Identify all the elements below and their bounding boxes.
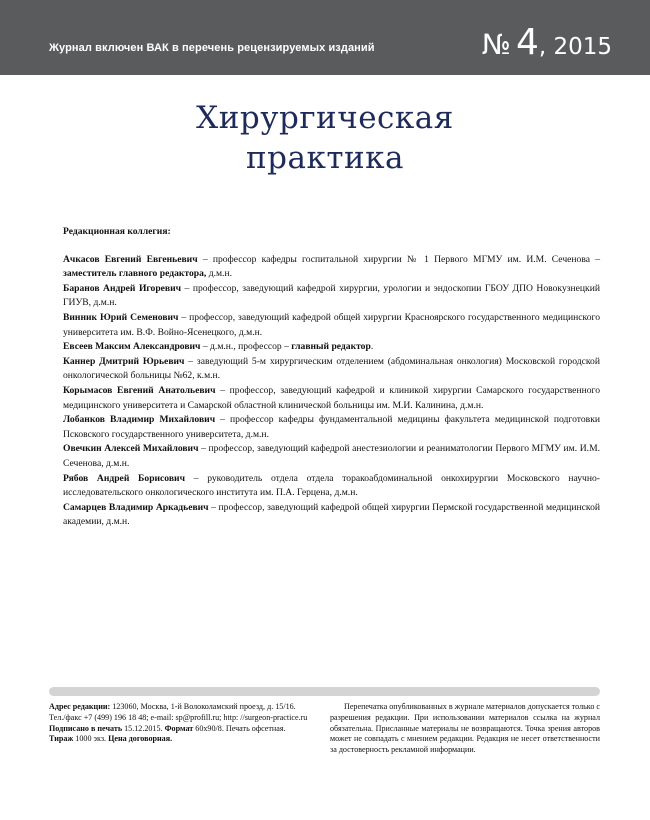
member-text: – профессор, заведующий кафедрой хирургии, урологии и эндоскопии ГБОУ ДПО Новокузнецкий ГИУВ, д.м.н. [63, 282, 600, 309]
member-text: – профессор, заведующий кафедрой общей хирургии Красноярского государственного медицинского университета им. В.Ф. Войно-Ясенецкого, д.м.н. [63, 311, 600, 338]
issue-year: , 2015 [538, 34, 612, 60]
imprint [49, 702, 311, 745]
circulation-text: 1000 экз. [73, 734, 109, 744]
member-name: Евсеев Максим Александрович [63, 341, 201, 353]
disclaimer: Перепечатка опубликованных в журнале материалов допускается только с разрешения редакции. При использовании материалов ссылка на журнал обязательна. Присланные материалы не возвращаются. Точка зрения авторов может не совпадать с мнением редакции. Редакция не несет ответственности за достоверность рекламной информации. [330, 702, 600, 755]
board-member [63, 311, 600, 340]
circulation-label: Тираж [49, 734, 74, 744]
member-tail: д.м.н. [206, 268, 232, 280]
member-text: – профессор, заведующий кафедрой и клиникой хирургии Самарского государственного медицинского университета и Самарской областной клинической больницы им. М.И. Калинина, д.м.н. [63, 384, 600, 411]
header-bar [0, 0, 650, 75]
address-label: Адрес редакции: [49, 702, 111, 711]
board-member [63, 413, 600, 442]
member-name: Винник Юрий Семенович [63, 311, 179, 323]
member-text: – профессор кафедры госпитальной хирургии № 1 Первого МГМУ им. И.М. Сеченова – [197, 253, 601, 265]
print-date: 15.12.2015. [122, 723, 165, 733]
board-member [63, 442, 600, 471]
format-label: Формат [164, 723, 194, 733]
member-text: – заведующий 5-м хирургическим отделением (абдоминальная онкология) Московской городской онкологической больницы №62, к.м.н. [63, 355, 600, 382]
board-member [63, 253, 600, 282]
journal-title-line2: практика [245, 140, 405, 176]
member-role: заместитель главного редактора, [63, 268, 207, 280]
member-name: Корымасов Евгений Анатольевич [63, 384, 216, 396]
member-text: – профессор кафедры фундаментальной медицины факультета медицинской подготовки Псковского государственного университета, д.м.н. [63, 414, 600, 440]
print-date-label: Подписано в печать [49, 723, 123, 733]
issue-number-value: 4 [515, 22, 539, 63]
board-heading: Редакционная коллегия: [63, 226, 171, 237]
board-member [63, 472, 600, 501]
member-text: – д.м.н., профессор – [200, 341, 292, 353]
member-name: Овечкин Алексей Михайлович [63, 443, 199, 455]
board-member [63, 501, 600, 530]
board-member [63, 340, 600, 355]
address-text: 123060, Москва, 1-й Волоколамский проезд, д. 15/16. Тел./факс +7 (499) 196 18 48; e-mail: sp@profill.ru; http: //surgeon-practice.ru [49, 702, 308, 722]
member-text: – профессор, заведующий кафедрой общей хирургии Пермской государственной медицинской академии, д.м.н. [63, 501, 600, 528]
member-name: Каннер Дмитрий Юрьевич [63, 355, 185, 367]
member-name: Рябов Андрей Борисович [63, 472, 185, 484]
editorial-board [63, 225, 600, 530]
board-member [63, 282, 600, 311]
member-text: – профессор, заведующий кафедрой анестезиологии и реаниматологии Первого МГМУ им. И.М. Сеченова, д.м.н. [63, 443, 600, 469]
issue-number [482, 22, 612, 63]
footer-divider [49, 687, 600, 696]
board-member [63, 384, 600, 413]
member-name: Лобанков Владимир Михайлович [63, 414, 216, 426]
member-tail: . [370, 341, 374, 353]
number-sign: № [481, 28, 511, 61]
vak-notice: Журнал включен ВАК в перечень рецензируемых изданий [49, 42, 375, 54]
journal-title-line1: Хирургическая [196, 100, 454, 136]
format-text: 60х90/8. Печать офсетная. [193, 723, 286, 733]
board-member [63, 355, 600, 384]
price-text: Цена договорная. [108, 734, 173, 744]
journal-title [0, 98, 650, 178]
member-role: главный редактор [291, 341, 371, 353]
member-name: Самарцев Владимир Аркадьевич [63, 501, 209, 513]
member-text: – руководитель отдела отдела торакоабдоминальной онкохирургии Московского научно-исследовательского онкологического института им. П.А. Герцена, д.м.н. [63, 472, 600, 499]
member-name: Ачкасов Евгений Евгеньевич [63, 253, 198, 265]
member-name: Баранов Андрей Игоревич [63, 282, 182, 294]
